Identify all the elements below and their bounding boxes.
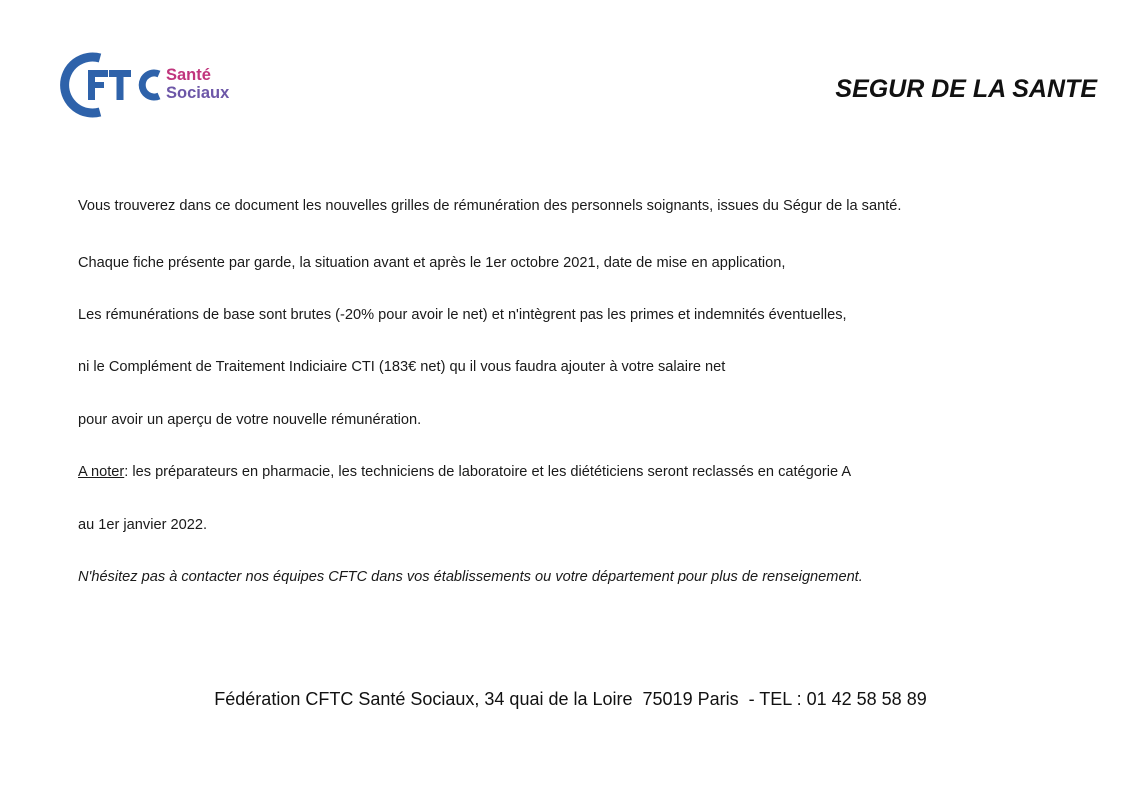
paragraph-fiche: Chaque fiche présente par garde, la situation avant et après le 1er octobre 2021, date de mise en application, xyxy=(78,255,786,271)
note-text: : les préparateurs en pharmacie, les techniciens de laboratoire et les diététiciens seront reclassés en catégorie A xyxy=(124,464,852,480)
document-title: SEGUR DE LA SANTE xyxy=(835,75,1097,103)
logo-text-sociaux: Sociaux xyxy=(166,84,230,102)
paragraph-cti: ni le Complément de Traitement Indiciaire CTI (183€ net) qu il vous faudra ajouter à votre salaire net xyxy=(78,359,726,375)
cftc-logo xyxy=(58,50,248,120)
logo-text-sante: Santé xyxy=(166,66,211,84)
paragraph-date: au 1er janvier 2022. xyxy=(78,517,207,533)
footer-address: Fédération CFTC Santé Sociaux, 34 quai de la Loire 75019 Paris - TEL : 01 42 58 58 89 xyxy=(214,689,927,709)
paragraph-remunerations: Les rémunérations de base sont brutes (-20% pour avoir le net) et n'intègrent pas les primes et indemnités éventuelles, xyxy=(78,307,847,323)
cftc-logo-mark xyxy=(58,50,168,120)
paragraph-apercu: pour avoir un aperçu de votre nouvelle rémunération. xyxy=(78,412,422,428)
paragraph-contact: N'hésitez pas à contacter nos équipes CFTC dans vos établissements ou votre département pour plus de renseignement. xyxy=(78,569,863,585)
paragraph-note xyxy=(78,465,851,480)
paragraph-intro: Vous trouverez dans ce document les nouvelles grilles de rémunération des personnels soignants, issues du Ségur de la santé. xyxy=(78,198,902,214)
note-label: A noter xyxy=(78,464,125,480)
